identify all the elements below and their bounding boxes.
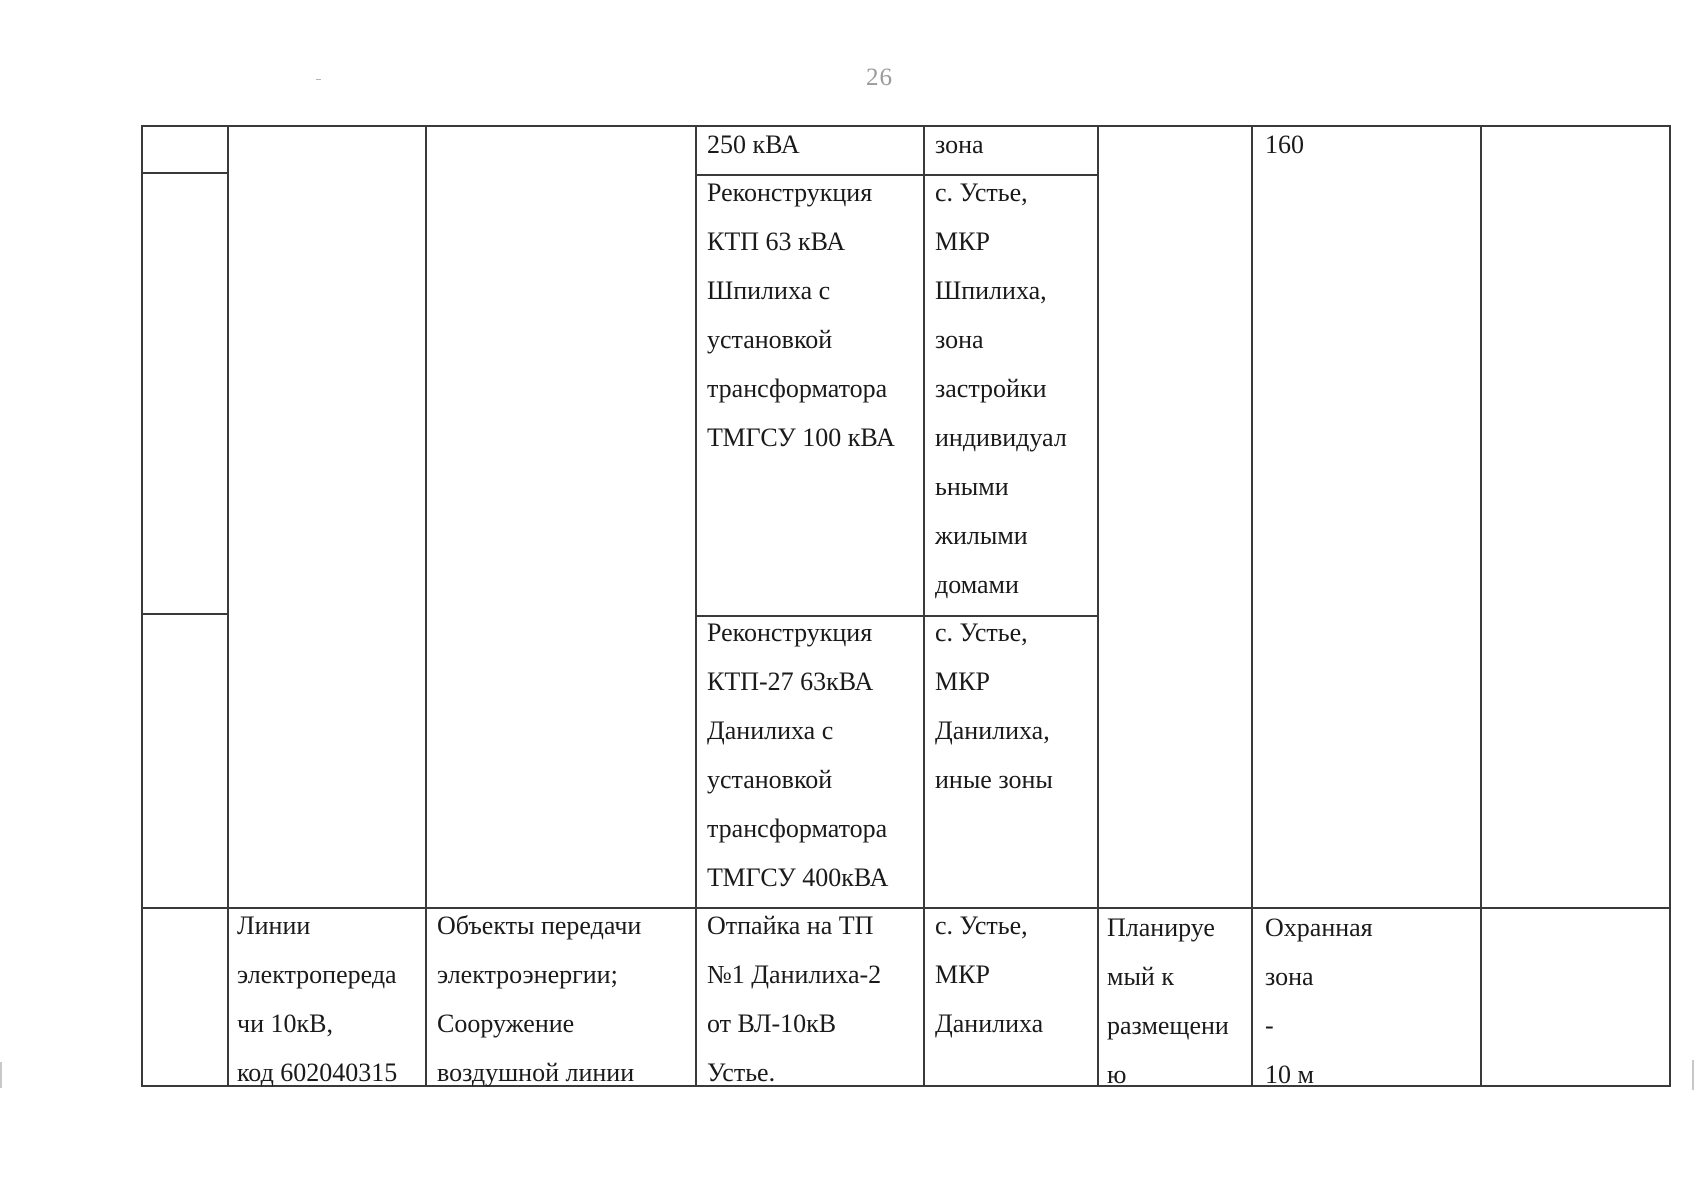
tap-location-cell: с. Устье, МКР Данилиха <box>935 911 1044 1038</box>
line-name-cell: Линии электропереда чи 10кВ, код 602040315 <box>237 911 398 1087</box>
scan-speck <box>316 79 321 80</box>
row-divider <box>142 613 228 615</box>
column-divider <box>695 125 697 1087</box>
zone-cell: зона <box>935 130 984 159</box>
zone-word: зона <box>1265 962 1314 991</box>
value-cell: 160 <box>1265 130 1304 159</box>
column-divider <box>923 125 925 1087</box>
column-divider <box>227 125 229 1087</box>
danilikha-object-cell: Реконструкция КТП-27 63кВА Данилиха с установкой трансформатора ТМГСУ 400кВА <box>707 618 889 892</box>
capacity-cell: 250 кВА <box>707 130 800 159</box>
danilikha-location-cell: с. Устье, МКР Данилиха, иные зоны <box>935 618 1053 794</box>
column-divider <box>1097 125 1099 1087</box>
zone-word: Охранная <box>1265 913 1373 942</box>
column-divider <box>141 125 143 1087</box>
shpilikha-object-cell: Реконструкция КТП 63 кВА Шпилиха с установкой трансформатора ТМГСУ 100 кВА <box>707 178 895 452</box>
column-divider <box>1480 125 1482 1087</box>
column-divider <box>1251 125 1253 1087</box>
scan-edge-mark <box>1692 1060 1694 1090</box>
shpilikha-location-cell: с. Устье, МКР Шпилиха, зона застройки индивидуал ьными жилыми домами <box>935 178 1067 599</box>
protection-zone-cell: Охранная зона - 10 м <box>1265 903 1468 1099</box>
page-number: 26 <box>866 64 893 91</box>
table-top-border <box>142 125 1670 127</box>
status-cell: Планируе мый к размещени ю <box>1107 913 1229 1089</box>
object-type-cell: Объекты передачи электроэнергии; Сооружение воздушной линии <box>437 911 642 1087</box>
scan-edge-mark <box>0 1062 2 1088</box>
column-divider <box>425 125 427 1087</box>
zone-word: - <box>1265 1011 1274 1040</box>
row-divider <box>142 172 228 174</box>
tap-object-cell: Отпайка на ТП №1 Данилиха-2 от ВЛ-10кВ Устье. <box>707 911 882 1087</box>
table-right-border <box>1669 125 1671 1087</box>
